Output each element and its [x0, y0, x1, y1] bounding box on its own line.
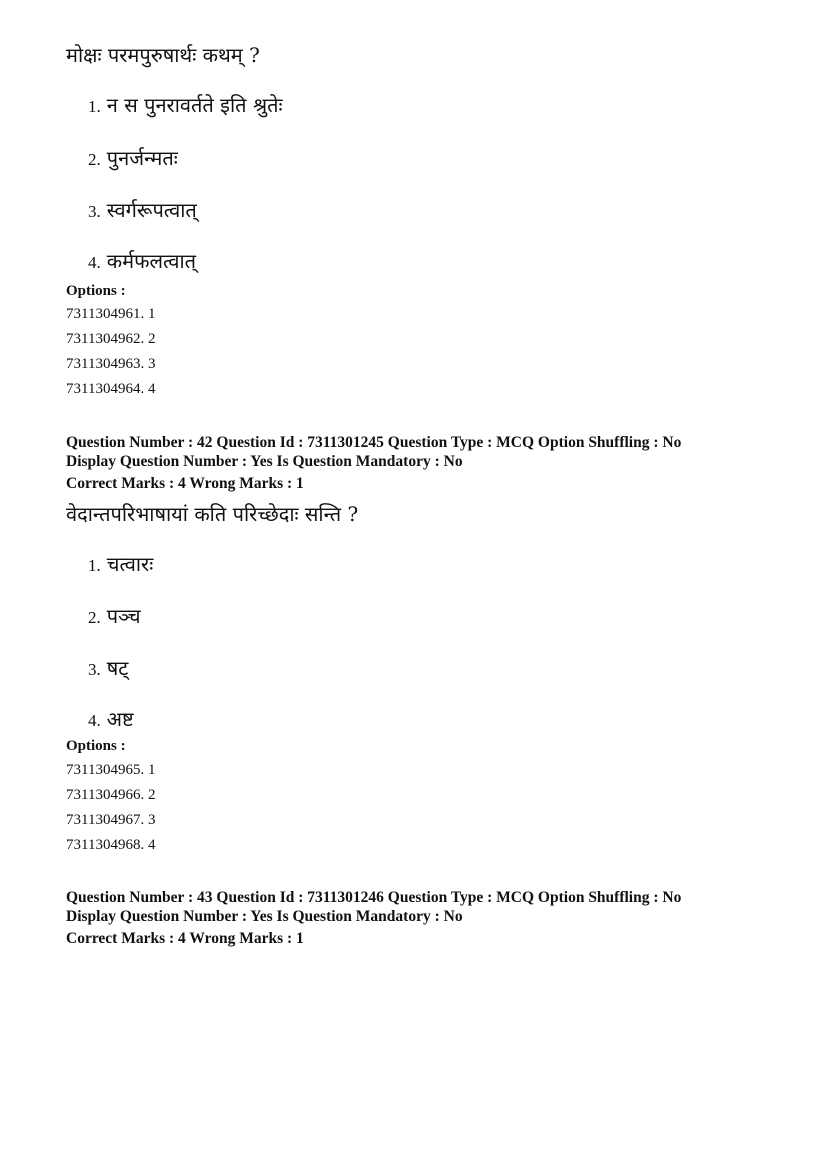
choice-text: कर्मफलत्वात्	[106, 249, 197, 273]
choice-number: 4.	[88, 253, 101, 272]
choice-item	[88, 706, 134, 734]
choice-text: न स पुनरावर्तते इति श्रुतेः	[106, 93, 283, 117]
option-id-row: 7311304961. 1	[66, 306, 156, 322]
options-label: Options :	[66, 738, 126, 754]
choice-item	[88, 92, 283, 120]
question-marks: Correct Marks : 4 Wrong Marks : 1	[66, 475, 304, 492]
option-id-row: 7311304964. 4	[66, 381, 156, 397]
question-meta-line: Display Question Number : Yes Is Question Mandatory : No	[66, 453, 463, 470]
question-text: वेदान्तपरिभाषायां कति परिच्छेदाः सन्ति ?	[66, 502, 359, 526]
question-meta-line: Question Number : 42 Question Id : 7311301245 Question Type : MCQ Option Shuffling : No	[66, 434, 682, 451]
question-meta-line: Question Number : 43 Question Id : 7311301246 Question Type : MCQ Option Shuffling : No	[66, 889, 682, 906]
choice-text: षट्	[106, 656, 129, 680]
choice-number: 4.	[88, 711, 101, 730]
choice-item	[88, 603, 141, 631]
choice-number: 3.	[88, 202, 101, 221]
options-label: Options :	[66, 283, 126, 299]
choice-number: 3.	[88, 660, 101, 679]
choice-text: पञ्च	[106, 604, 141, 628]
option-id-row: 7311304965. 1	[66, 762, 156, 778]
choice-item	[88, 145, 178, 173]
choice-item	[88, 551, 153, 579]
option-id-row: 7311304968. 4	[66, 837, 156, 853]
question-marks: Correct Marks : 4 Wrong Marks : 1	[66, 930, 304, 947]
question-text: मोक्षः परमपुरुषार्थः कथम् ?	[66, 43, 260, 67]
choice-item	[88, 248, 196, 276]
option-id-row: 7311304967. 3	[66, 812, 156, 828]
question-meta-line: Display Question Number : Yes Is Question Mandatory : No	[66, 908, 463, 925]
choice-number: 1.	[88, 97, 101, 116]
choice-text: पुनर्जन्मतः	[106, 146, 178, 170]
choice-text: चत्वारः	[106, 552, 154, 576]
choice-item	[88, 655, 128, 683]
choice-number: 1.	[88, 556, 101, 575]
option-id-row: 7311304962. 2	[66, 331, 156, 347]
choice-item	[88, 197, 197, 225]
choice-number: 2.	[88, 150, 101, 169]
option-id-row: 7311304963. 3	[66, 356, 156, 372]
choice-text: स्वर्गरूपत्वात्	[106, 198, 197, 222]
choice-text: अष्ट	[106, 707, 134, 731]
option-id-row: 7311304966. 2	[66, 787, 156, 803]
choice-number: 2.	[88, 608, 101, 627]
